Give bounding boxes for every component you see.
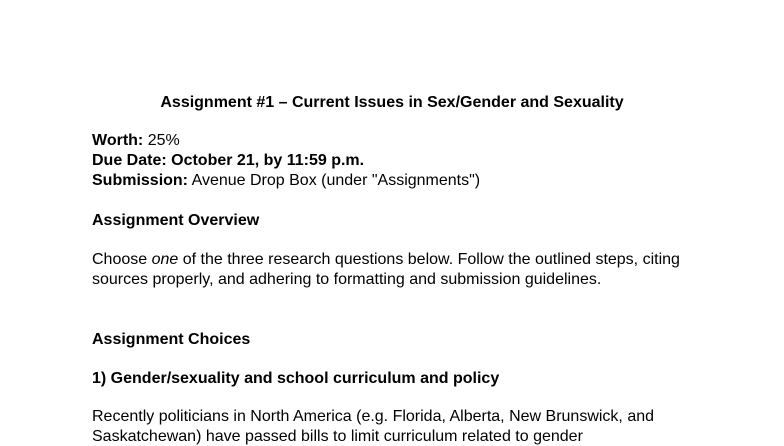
worth-line — [92, 131, 712, 151]
question1-heading: 1) Gender/sexuality and school curriculum and policy — [92, 370, 500, 387]
overview-text-after: of the three research questions below. Follow the outlined steps, citing sources properly, and adhering to formatting and submission guidelines. — [92, 251, 680, 288]
overview-text-emphasis: one — [151, 251, 179, 268]
worth-value: 25% — [143, 132, 180, 149]
submission-line — [92, 171, 712, 191]
overview-paragraph — [92, 250, 712, 289]
submission-value: Avenue Drop Box (under "Assignments") — [188, 172, 481, 189]
choices-heading: Assignment Choices — [92, 331, 251, 348]
submission-label: Submission: — [92, 172, 189, 189]
question1-paragraph: Recently politicians in North America (e.g. Florida, Alberta, New Brunswick, and Saskatchewan) have passed bills to limit curriculum related to gender — [92, 408, 655, 445]
due-date-line — [92, 151, 712, 171]
overview-text-before: Choose — [92, 251, 152, 268]
worth-label: Worth: — [92, 132, 144, 149]
assignment-details — [92, 131, 712, 191]
page-title: Assignment #1 – Current Issues in Sex/Gender and Sexuality — [160, 94, 624, 111]
due-date-label: Due Date: October 21, by 11:59 p.m. — [92, 152, 365, 169]
overview-heading: Assignment Overview — [92, 212, 260, 229]
